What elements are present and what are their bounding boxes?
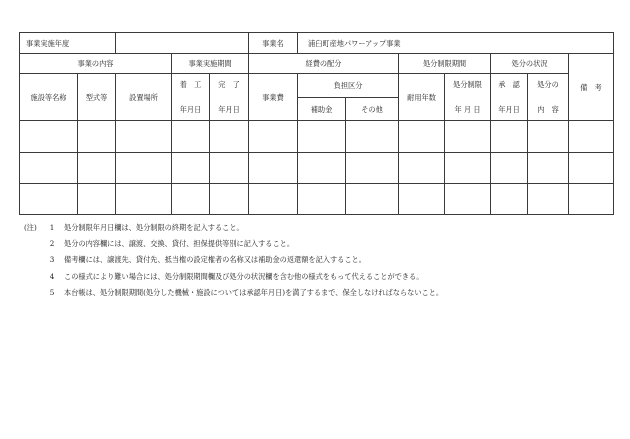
- remarks-cell[interactable]: [569, 153, 614, 184]
- cost-group-header: 経費の配分: [249, 54, 399, 74]
- facility-name-cell[interactable]: [20, 121, 78, 153]
- useful-life-cell[interactable]: [399, 121, 445, 153]
- approval-header-top: 承 認: [491, 74, 528, 98]
- note-number: 1: [49, 223, 55, 232]
- table-row: [20, 153, 614, 184]
- subsidy-header: 補助金: [298, 98, 346, 121]
- note-text: この様式により難い場合には、処分制限期間欄及び処分の状況欄を含む他の様式をもって代えることができる。: [64, 271, 424, 281]
- period-group-header: 事業実施期間: [172, 54, 249, 74]
- table-row: [20, 184, 614, 215]
- restriction-date-cell[interactable]: [445, 184, 491, 215]
- project-cost-header: 事業費: [249, 74, 298, 121]
- project-cost-cell[interactable]: [249, 153, 298, 184]
- fiscal-year-field[interactable]: [116, 33, 249, 54]
- disposal-content-cell[interactable]: [528, 121, 569, 153]
- note-text: 本台帳は、処分制限期間(処分した機械・施設については承認年月日)を満了するまで、保全しなければならないこと。: [64, 287, 444, 297]
- note-text: 処分の内容欄には、譲渡、交換、貸付、担保提供等別に記入すること。: [64, 239, 295, 249]
- useful-life-header: 耐用年数: [399, 74, 445, 121]
- fiscal-year-label: 事業実施年度: [20, 33, 116, 54]
- project-cost-cell[interactable]: [249, 121, 298, 153]
- model-cell[interactable]: [78, 153, 116, 184]
- start-date-cell[interactable]: [172, 121, 210, 153]
- facility-name-cell[interactable]: [20, 184, 78, 215]
- note-number: 3: [49, 255, 55, 265]
- column-sub-row-1: [20, 74, 614, 98]
- note-item: [24, 223, 614, 239]
- disposal-group-header: 処分の状況: [491, 54, 569, 74]
- start-date-cell[interactable]: [172, 184, 210, 215]
- note-number: 4: [49, 271, 55, 281]
- facility-name-cell[interactable]: [20, 153, 78, 184]
- model-header: 型式等: [78, 74, 116, 121]
- remarks-header: 備 考: [569, 54, 614, 121]
- note-number: 5: [49, 287, 55, 297]
- restriction-group-header: 処分制限期間: [399, 54, 491, 74]
- location-cell[interactable]: [116, 184, 172, 215]
- project-name-field[interactable]: 浦臼町産地パワーアップ事業: [298, 33, 614, 54]
- note-item: [24, 255, 614, 271]
- subsidy-cell[interactable]: [298, 184, 346, 215]
- note-number: 2: [49, 239, 55, 249]
- useful-life-cell[interactable]: [399, 153, 445, 184]
- other-cell[interactable]: [346, 121, 399, 153]
- disposal-content-cell[interactable]: [528, 184, 569, 215]
- completion-date-cell[interactable]: [210, 121, 249, 153]
- restriction-date-header-bottom: 年 月 日: [445, 98, 491, 121]
- restriction-date-cell[interactable]: [445, 121, 491, 153]
- restriction-date-header-top: 処分制限: [445, 74, 491, 98]
- other-cell[interactable]: [346, 184, 399, 215]
- completion-date-header: 年月日: [210, 98, 249, 121]
- location-header: 設置場所: [116, 74, 172, 121]
- model-cell[interactable]: [78, 184, 116, 215]
- approval-header-bottom: 年月日: [491, 98, 528, 121]
- facility-name-header: 施設等名称: [20, 74, 78, 121]
- table-row: [20, 121, 614, 153]
- completion-date-cell[interactable]: [210, 153, 249, 184]
- approval-date-cell[interactable]: [491, 121, 528, 153]
- note-text: 備考欄には、譲渡先、貸付先、抵当権の設定権者の名称又は補助金の返還額を記入すること。: [64, 255, 366, 265]
- location-cell[interactable]: [116, 121, 172, 153]
- subsidy-cell[interactable]: [298, 121, 346, 153]
- restriction-date-cell[interactable]: [445, 153, 491, 184]
- location-cell[interactable]: [116, 153, 172, 184]
- column-group-row: [20, 54, 614, 74]
- remarks-cell[interactable]: [569, 121, 614, 153]
- other-header: その他: [346, 98, 399, 121]
- note-item: [24, 272, 614, 288]
- header-info-row: [20, 33, 614, 54]
- start-date-cell[interactable]: [172, 153, 210, 184]
- completion-header: 完 了: [210, 74, 249, 98]
- note-item: [24, 239, 614, 255]
- model-cell[interactable]: [78, 121, 116, 153]
- note-item: [24, 288, 614, 304]
- property-ledger-table: [19, 32, 614, 215]
- disposal-content-cell[interactable]: [528, 153, 569, 184]
- approval-date-cell[interactable]: [491, 153, 528, 184]
- disposal-content-header-bottom: 内 容: [528, 98, 569, 121]
- other-cell[interactable]: [346, 153, 399, 184]
- start-date-header: 年月日: [172, 98, 210, 121]
- start-header: 着 工: [172, 74, 210, 98]
- approval-date-cell[interactable]: [491, 184, 528, 215]
- project-cost-cell[interactable]: [249, 184, 298, 215]
- burden-group-header: 負担区分: [298, 74, 399, 98]
- project-name-label: 事業名: [249, 33, 298, 54]
- subsidy-cell[interactable]: [298, 153, 346, 184]
- notes-section: [24, 223, 614, 304]
- disposal-content-header-top: 処分の: [528, 74, 569, 98]
- useful-life-cell[interactable]: [399, 184, 445, 215]
- note-text: 処分制限年月日欄は、処分制限の終期を記入すること。: [64, 223, 244, 232]
- content-group-header: 事業の内容: [20, 54, 172, 74]
- remarks-cell[interactable]: [569, 184, 614, 215]
- notes-prefix: (注): [24, 223, 37, 232]
- completion-date-cell[interactable]: [210, 184, 249, 215]
